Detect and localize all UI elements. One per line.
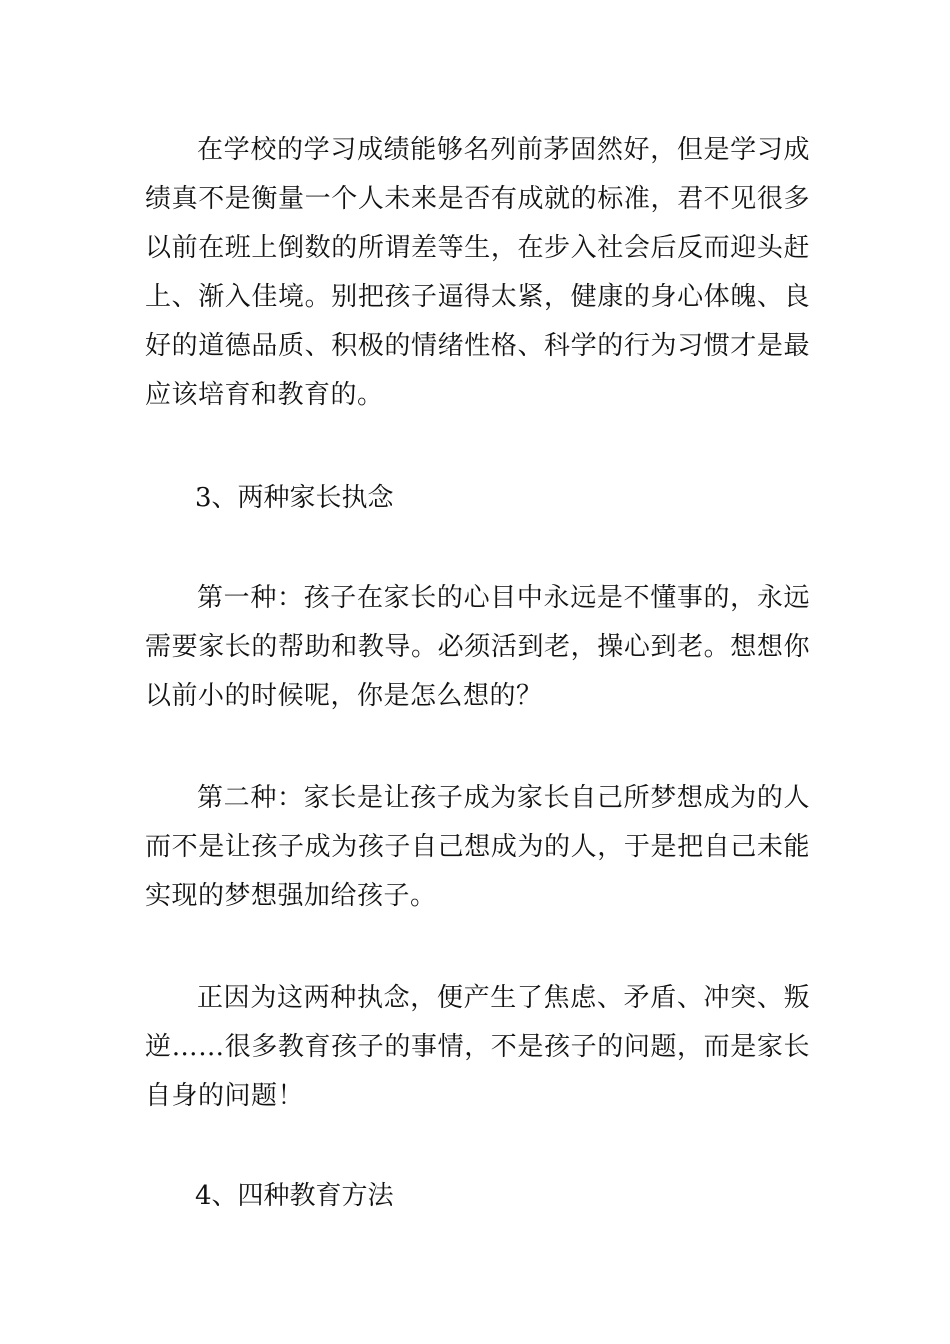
paragraph-second-obsession: 第二种：家长是让孩子成为家长自己所梦想成为的人而不是让孩子成为孩子自己想成为的人，于是把自己未能实现的梦想强加给孩子。: [145, 783, 810, 911]
paragraph-first-obsession: 第一种：孩子在家长的心目中永远是不懂事的，永远需要家长的帮助和教导。必须活到老，操心到老。想想你以前小的时候呢，你是怎么想的？: [145, 583, 810, 711]
paragraph-grades: 在学校的学习成绩能够名列前茅固然好，但是学习成绩真不是衡量一个人未来是否有成就的标准，君不见很多以前在班上倒数的所谓差等生，在步入社会后反而迎头赶上、渐入佳境。别把孩子逼得太紧，健康的身心体魄、良好的道德品质、积极的情绪性格、科学的行为习惯才是最应该培育和教育的。: [145, 135, 810, 410]
section-heading-3: 3、两种家长执念: [195, 483, 394, 513]
section-heading-4: 4、四种教育方法: [195, 1181, 394, 1211]
paragraph-consequences: 正因为这两种执念，便产生了焦虑、矛盾、冲突、叛逆……很多教育孩子的事情，不是孩子的问题，而是家长自身的问题！: [145, 983, 810, 1111]
